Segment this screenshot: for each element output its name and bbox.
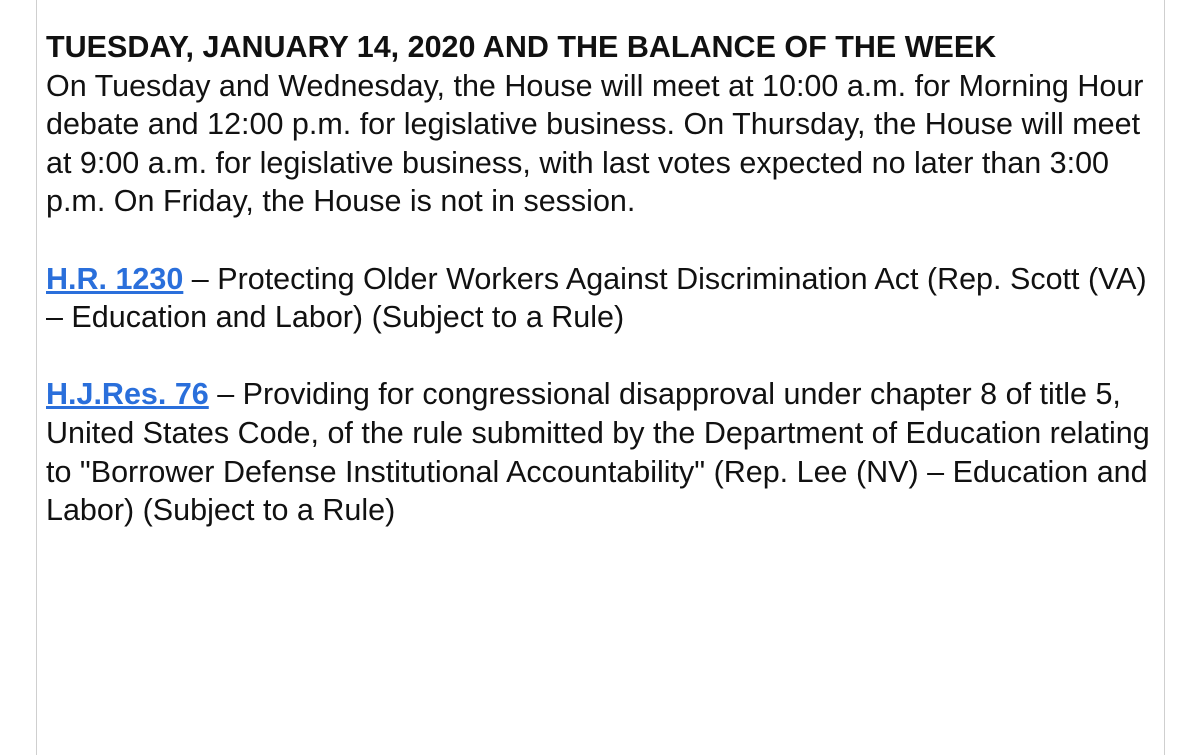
bill-link-hjres-76[interactable]: H.J.Res. 76	[46, 377, 209, 412]
bill-entry-hr-1230	[46, 260, 1151, 337]
spacer	[46, 337, 1151, 376]
bill-link-hr-1230[interactable]: H.R. 1230	[46, 261, 184, 296]
bill-entry-hjres-76	[46, 375, 1151, 529]
spacer	[46, 221, 1151, 260]
schedule-paragraph: On Tuesday and Wednesday, the House will meet at 10:00 a.m. for Morning Hour debate and 12:00 p.m. for legislative business. On Thursday, the House will meet at 9:00 a.m. for legislative business, with last votes expected no later than 3:00 p.m. On Friday, the House is not in session.	[46, 68, 1144, 219]
floor-schedule-content	[46, 28, 1151, 530]
bill-description-hr-1230: – Protecting Older Workers Against Discrimination Act (Rep. Scott (VA) – Education and Labor) (Subject to a Rule)	[46, 261, 1147, 335]
week-heading: TUESDAY, JANUARY 14, 2020 AND THE BALANCE OF THE WEEK	[46, 30, 997, 64]
left-border-divider	[36, 0, 37, 755]
bill-description-hjres-76: – Providing for congressional disapproval under chapter 8 of title 5, United States Code, of the rule submitted by the Department of Education relating to "Borrower Defense Institutional Accountability" (Rep. Lee (NV) – Education and Labor) (Subject to a Rule)	[46, 377, 1150, 528]
right-border-divider	[1164, 0, 1165, 755]
